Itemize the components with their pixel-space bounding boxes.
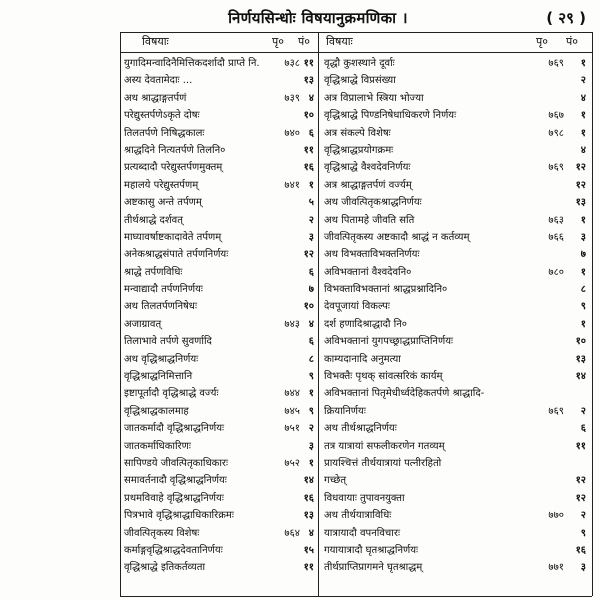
index-entry <box>322 542 590 559</box>
index-entry <box>122 194 316 211</box>
entry-page: ७४५ <box>284 405 300 417</box>
entry-subject: अथ विभक्ताविभक्तनिर्णयः <box>324 249 420 261</box>
index-entry <box>322 403 590 420</box>
entry-para: १ <box>580 127 586 139</box>
entry-para: १२ <box>303 249 314 261</box>
entry-para: १६ <box>303 492 314 504</box>
index-entry <box>322 351 590 368</box>
entry-subject: अस्य देवतामेदाः ... <box>124 75 193 87</box>
entry-para: ३ <box>580 562 586 574</box>
index-entry <box>122 142 316 159</box>
index-entry <box>322 194 590 211</box>
index-entry <box>122 385 316 402</box>
entry-subject: जातकर्माधिकारिणः <box>124 440 191 452</box>
entry-subject: अजाग्रावत् <box>124 318 162 330</box>
entry-subject: दर्श हणादिश्राद्धादौ नि० <box>324 318 407 330</box>
index-entry <box>322 420 590 437</box>
entry-subject: वृद्धौ कुशस्थाने दूर्वाः <box>324 58 395 69</box>
entry-para: ७ <box>308 284 314 296</box>
right-column-header <box>322 34 590 52</box>
entry-para: ९ <box>308 405 314 417</box>
entry-subject: अत्र श्राद्धाङ्गतर्पणं वर्ज्यम् <box>324 179 412 191</box>
index-entry <box>322 385 590 402</box>
index-entry <box>322 316 590 333</box>
entry-para: १४ <box>303 475 314 487</box>
index-entry <box>322 125 590 142</box>
entry-page: ७४१ <box>284 179 300 191</box>
entry-page: ७७० <box>548 510 564 522</box>
entry-subject: अथ जीवत्पितृकश्राद्धनिर्णयः <box>324 197 422 209</box>
index-entry <box>322 525 590 542</box>
entry-page: ७६६ <box>548 231 564 243</box>
entry-para: ११ <box>575 440 586 452</box>
entry-para: १० <box>303 110 314 122</box>
index-entry <box>322 246 590 263</box>
entry-subject: यात्रायादौ वपनविचारः <box>324 527 400 539</box>
entry-subject: वृद्धिश्राद्धे इतिकर्तव्यता <box>124 562 206 574</box>
entry-subject: तीर्थश्राद्धे दर्शवत् <box>124 214 183 226</box>
entry-para: १० <box>303 301 314 313</box>
entry-subject: वृद्धिश्राद्धे वैश्वदेवनिर्णयः <box>324 162 411 174</box>
index-entry <box>122 298 316 315</box>
entry-para: २ <box>308 423 314 435</box>
index-entry <box>322 333 590 350</box>
entry-para: १३ <box>303 510 314 522</box>
entry-subject: जीवत्पितृकस्य विशेषः <box>124 527 200 539</box>
page-number: ( २९ ) <box>546 9 586 27</box>
entry-subject: काम्यदानादि अनुमत्या <box>324 353 401 365</box>
entry-subject: वृद्धिश्राद्धकालमाह <box>124 405 189 417</box>
entry-para: २ <box>580 75 586 87</box>
header-rule <box>120 52 592 53</box>
entry-subject: अथ तीर्थश्राद्धनिर्णयः <box>324 423 397 435</box>
entry-para: ४ <box>580 144 586 156</box>
page-header-label: पृ० <box>536 35 548 48</box>
entry-page: ७६३ <box>548 214 564 226</box>
entry-subject: विभक्तैः पृथक् सांवत्सरिकं कार्यम् <box>324 371 443 383</box>
entry-page: ७५२ <box>284 457 300 469</box>
entry-para: १ <box>580 58 586 69</box>
index-entry <box>122 177 316 194</box>
entry-para: २ <box>580 510 586 522</box>
entry-subject: क्रियानिर्णयः <box>324 405 366 417</box>
entry-para: १ <box>580 266 586 278</box>
entry-para: ३ <box>580 231 586 243</box>
entry-para: ६ <box>308 336 314 348</box>
index-entry <box>322 90 590 107</box>
entry-page: ७६९ <box>548 58 564 69</box>
index-entry <box>122 333 316 350</box>
subject-header: विषयाः <box>326 35 353 48</box>
left-column-header <box>122 34 316 52</box>
entry-subject: अथ वृद्धिश्राद्धनिर्णयः <box>124 353 199 365</box>
entry-para: ८ <box>308 353 314 365</box>
entry-subject: तिलाभावे तर्पणे सुवर्णादि <box>124 336 212 348</box>
entry-subject: श्राद्धदिने नित्यतर्पणे तिलनि० <box>124 144 226 156</box>
entry-subject: परेद्युस्तर्पणेऽकृते दोषः <box>124 110 200 122</box>
entry-subject: अष्टकासु अन्ते तर्पणम् <box>124 197 202 209</box>
entry-para: ६ <box>580 423 586 435</box>
entry-page: ७९८ <box>548 127 564 139</box>
index-entry <box>122 159 316 176</box>
entry-page: ७४३ <box>284 318 300 330</box>
entry-para: १६ <box>303 162 314 174</box>
index-entry <box>122 455 316 472</box>
index-entry <box>122 264 316 281</box>
index-entry <box>122 472 316 489</box>
index-entry <box>122 72 316 89</box>
index-entry <box>322 264 590 281</box>
entry-subject: विधवायाः तुपावनयुक्ता <box>324 492 405 504</box>
entry-subject: अथ तीर्थयात्राविधिः <box>324 510 392 522</box>
page-title: निर्णयसिन्धोः विषयानुक्रमणिका । <box>228 9 408 27</box>
entry-subject: समावर्तनादौ वृद्धिश्राद्धनिर्णयः <box>124 475 227 487</box>
entry-subject: तीर्थप्राप्तिप्रागमने घृतश्राद्धम् <box>324 562 423 574</box>
entry-page: ७६९ <box>548 405 564 417</box>
entry-para: ११ <box>303 58 314 69</box>
entry-subject: अविभक्तानां वैश्वदेवनि० <box>324 266 412 278</box>
index-entry <box>122 351 316 368</box>
entry-para: १२ <box>575 179 586 191</box>
index-entry <box>322 142 590 159</box>
index-entry <box>122 438 316 455</box>
subject-header: विषयाः <box>142 35 169 48</box>
entry-para: ६ <box>308 127 314 139</box>
entry-page: ७७१ <box>548 562 564 574</box>
entry-subject: गच्छेत् <box>324 475 347 487</box>
index-entry <box>122 507 316 524</box>
right-border <box>592 32 593 596</box>
entry-para: १ <box>308 388 314 400</box>
entry-para: १६ <box>575 544 586 556</box>
index-entry <box>122 490 316 507</box>
entry-subject: विभक्ताविभक्तानां श्राद्धप्रश्नादिनि० <box>324 284 448 296</box>
index-entry <box>122 281 316 298</box>
entry-para: १३ <box>575 197 586 209</box>
entry-para: १२ <box>575 492 586 504</box>
entry-page: ७३८ <box>284 58 300 69</box>
entry-page: ७५१ <box>284 423 300 435</box>
entry-para: १ <box>580 214 586 226</box>
entry-subject: वृद्धिश्राद्धनिमित्तानि <box>124 371 193 383</box>
entry-para: ४ <box>308 92 314 104</box>
top-rule <box>120 32 592 33</box>
index-entry <box>322 212 590 229</box>
entry-subject: वृद्धिश्राद्धे पिण्डनिषेधाधिकरणे निर्णयः <box>324 110 457 122</box>
entry-page: ७८० <box>548 266 564 278</box>
entry-subject: जीवत्पितृकस्य अष्टकादौ श्राद्धं न कर्तव्यम् <box>324 231 470 243</box>
bottom-rule <box>120 596 592 597</box>
entry-para: ९ <box>580 301 586 313</box>
entry-para: ५ <box>308 197 314 209</box>
entry-subject: देवपूजायां विकल्पः <box>324 301 390 313</box>
index-entry <box>322 281 590 298</box>
index-entry <box>322 455 590 472</box>
index-entry <box>122 559 316 576</box>
entry-page: ७४४ <box>284 388 300 400</box>
entry-subject: सापिण्डये जीवत्पितृकाधिकारः <box>124 457 229 469</box>
para-header-label: पं० <box>566 35 578 48</box>
left-index-column <box>122 55 316 577</box>
entry-subject: प्रत्यब्दादौ परेद्युस्तर्पणमुक्तम् <box>124 162 223 174</box>
index-entry <box>322 472 590 489</box>
para-header-label: पं० <box>298 35 310 48</box>
entry-subject: कर्माङ्गवृद्धिश्राद्धदेवतानिर्णयः <box>124 544 223 556</box>
index-entry <box>322 490 590 507</box>
entry-subject: इष्टापूर्तादौ वृद्धिश्राद्धे वर्ज्यः <box>124 388 219 400</box>
entry-para: १ <box>308 179 314 191</box>
entry-para: १० <box>575 336 586 348</box>
entry-para: ४ <box>308 318 314 330</box>
index-entry <box>322 438 590 455</box>
index-entry <box>322 107 590 124</box>
entry-subject: अथ श्राद्धाङ्गतर्पणं <box>124 92 187 104</box>
entry-subject: महालये परेद्युस्तर्पणम् <box>124 179 199 191</box>
entry-para: १४ <box>575 371 586 383</box>
entry-para: ११ <box>303 562 314 574</box>
entry-para: ४ <box>308 527 314 539</box>
index-entry <box>122 90 316 107</box>
page-header <box>0 6 600 32</box>
index-entry <box>322 229 590 246</box>
entry-subject: प्रथमविवाहे वृद्धिश्राद्धनिर्णयः <box>124 492 224 504</box>
index-entry <box>322 55 590 72</box>
left-border <box>120 32 121 596</box>
index-entry <box>322 368 590 385</box>
index-entry <box>122 246 316 263</box>
index-entry <box>322 507 590 524</box>
entry-subject: अत्र संकल्पे विशेषः <box>324 127 391 139</box>
entry-subject: युगादिमन्वादिनैमित्तिकदर्शादौ प्राप्ते नि. <box>124 58 260 69</box>
entry-subject: वृद्धिश्राद्धे विप्रसंख्या <box>324 75 396 87</box>
index-entry <box>322 159 590 176</box>
index-entry <box>122 125 316 142</box>
index-entry <box>122 368 316 385</box>
entry-para: ११ <box>303 144 314 156</box>
entry-subject: अथ पितामहे जीवति सति <box>324 214 415 226</box>
index-entry <box>322 177 590 194</box>
entry-page: ७४० <box>284 127 300 139</box>
entry-page: ७६७ <box>548 110 564 122</box>
entry-subject: प्रायश्चित्तं तीर्थयात्रायां पत्नीरहितो <box>324 457 442 469</box>
entry-para: ४ <box>580 92 586 104</box>
index-entry <box>122 525 316 542</box>
entry-subject: माघ्यावर्षाष्टकादावेते तर्पणम् <box>124 231 222 243</box>
entry-para: २ <box>308 214 314 226</box>
entry-para: ६ <box>308 266 314 278</box>
index-entry <box>122 316 316 333</box>
entry-subject: अविभक्तानां युगपच्छ्राद्धप्राप्तिनिर्णयः <box>324 336 454 348</box>
entry-subject: गयायात्रादौ घृतश्राद्धनिर्णयः <box>324 544 419 556</box>
index-entry <box>122 403 316 420</box>
index-entry <box>322 559 590 576</box>
entry-para: १३ <box>303 75 314 87</box>
index-entry <box>122 229 316 246</box>
entry-para: ९ <box>308 371 314 383</box>
entry-subject: अथ तिलतर्पणनिषेधः <box>124 301 197 313</box>
entry-page: ७३९ <box>284 92 300 104</box>
entry-page: ७६४ <box>284 527 300 539</box>
entry-para: ९ <box>580 527 586 539</box>
entry-page: ७६९ <box>548 162 564 174</box>
entry-para: १२ <box>575 162 586 174</box>
page-header-label: पृ० <box>272 35 284 48</box>
entry-para: १५ <box>303 544 314 556</box>
index-entry <box>322 298 590 315</box>
index-entry <box>122 212 316 229</box>
index-entry <box>122 107 316 124</box>
entry-subject: अत्र विप्रालाभे स्त्रिया भोज्या <box>324 92 424 104</box>
entry-subject: श्राद्धे तर्पणविधिः <box>124 266 183 278</box>
entry-para: १ <box>580 110 586 122</box>
entry-subject: जातकर्मादौ वृद्धिश्राद्धनिर्णयः <box>124 423 225 435</box>
entry-para: १ <box>580 318 586 330</box>
index-entry <box>122 542 316 559</box>
entry-para: ३ <box>308 440 314 452</box>
entry-subject: पित्रभावे वृद्धिश्राद्धाधिकारिक्रमः <box>124 510 234 522</box>
entry-para: २ <box>580 405 586 417</box>
entry-subject: अविभक्तानां पितृमेधीर्ध्वदेहिकतर्पणे श्राद्धादि- <box>324 388 485 400</box>
entry-para: ३ <box>308 231 314 243</box>
entry-subject: मन्वाद्यादौ तर्पणनिर्णयः <box>124 284 203 296</box>
entry-para: ७ <box>580 249 586 261</box>
index-entry <box>122 55 316 72</box>
entry-subject: तिलतर्पणे निषिद्धकालः <box>124 127 205 139</box>
right-index-column <box>322 55 590 577</box>
entry-subject: अनेकश्राद्धसंपाते तर्पणनिर्णयः <box>124 249 229 261</box>
index-entry <box>122 420 316 437</box>
entry-para: १२ <box>575 475 586 487</box>
index-entry <box>322 72 590 89</box>
entry-para: १३ <box>575 353 586 365</box>
entry-subject: वृद्धिश्राद्धप्रयोगक्रमः <box>324 144 394 156</box>
entry-subject: तत्र यात्रायां सफलीकरणेन गतव्यम् <box>324 440 445 452</box>
column-divider <box>318 32 319 596</box>
entry-para: ८ <box>580 284 586 296</box>
entry-para: १ <box>308 457 314 469</box>
